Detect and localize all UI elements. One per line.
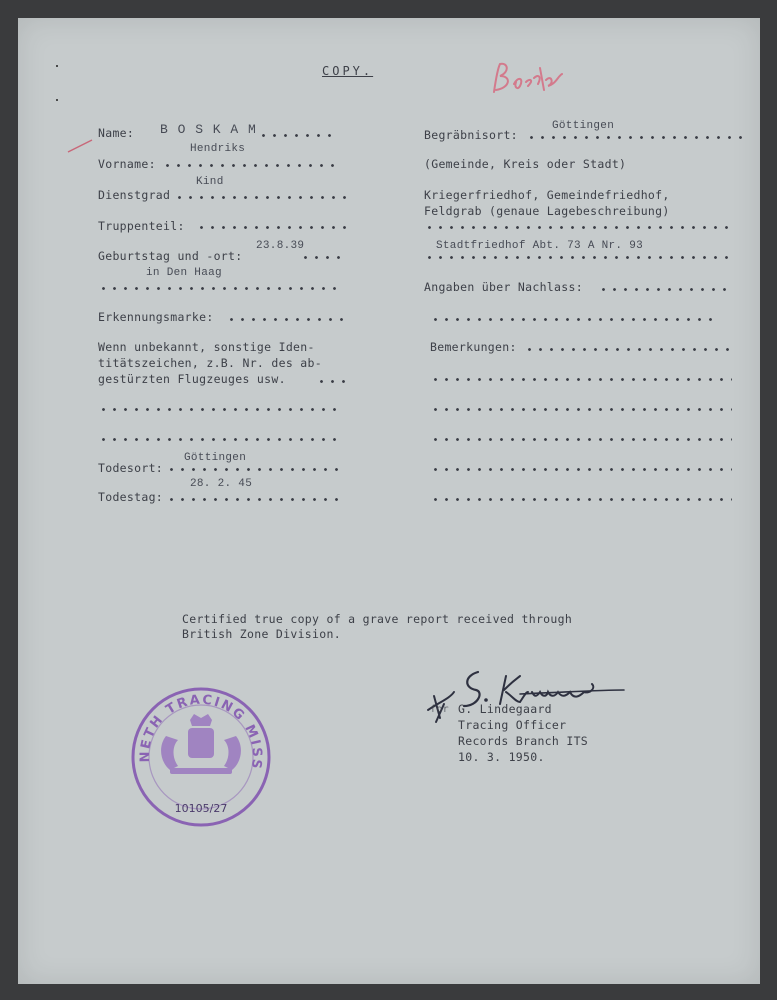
dotted-line [98, 408, 342, 411]
dotted-line [430, 408, 732, 411]
dotted-line [166, 468, 342, 471]
nachlass-label: Angaben über Nachlass: [424, 280, 583, 294]
dotted-line [424, 256, 732, 259]
wenn-line-3: gestürzten Flugzeuges usw. [98, 372, 286, 386]
erkennung-label: Erkennungsmarke: [98, 310, 214, 324]
pencil-annotation [488, 54, 568, 100]
todestag-value: 28. 2. 45 [190, 478, 253, 490]
dotted-line [424, 226, 732, 229]
todesort-value: Göttingen [184, 452, 247, 464]
tracing-mission-stamp [130, 686, 272, 828]
red-tick-mark [66, 136, 96, 160]
dienstgrad-value: Kind [196, 176, 224, 188]
dotted-line [524, 348, 732, 351]
dotted-line [430, 318, 720, 321]
friedhof-line-2: Feldgrab (genaue Lagebeschreibung) [424, 204, 670, 218]
dotted-line [300, 256, 344, 259]
dotted-line [196, 226, 350, 229]
vorname-label: Vorname: [98, 157, 156, 171]
svg-text:NETH TRACING MISSION: NETH TRACING MISS [137, 692, 265, 772]
gemeinde-note: (Gemeinde, Kreis oder Stadt) [424, 157, 627, 171]
geburt-date: 23.8.39 [256, 240, 305, 252]
dotted-line [430, 378, 732, 381]
todestag-label: Todestag: [98, 490, 164, 504]
signature-name: G. Lindegaard [458, 702, 552, 716]
dotted-line [316, 380, 346, 383]
dotted-line [526, 136, 742, 139]
name-value: B O S K A M [160, 122, 257, 137]
begraebnis-value: Göttingen [552, 120, 615, 132]
page-title: COPY. [322, 64, 374, 78]
dotted-line [430, 438, 732, 441]
dienstgrad-label: Dienstgrad [98, 188, 171, 202]
certified-line-2: British Zone Division. [182, 627, 341, 641]
geburt-label: Geburtstag und -ort: [98, 249, 243, 263]
wenn-line-1: Wenn unbekannt, sonstige Iden- [98, 340, 315, 354]
truppenteil-label: Truppenteil: [98, 219, 185, 233]
dotted-line [258, 134, 338, 137]
dotted-line [162, 164, 338, 167]
dotted-line [174, 196, 350, 199]
dotted-line [226, 318, 346, 321]
signature-title: Tracing Officer [458, 718, 567, 732]
friedhof-value: Stadtfriedhof Abt. 73 A Nr. 93 [436, 240, 644, 252]
dotted-line [430, 468, 732, 471]
geburt-place: in Den Haag [146, 267, 222, 279]
certified-line-1: Certified true copy of a grave report received through [182, 612, 573, 626]
signature-dept: Records Branch ITS [458, 734, 589, 748]
begraebnis-label: Begräbnisort: [424, 128, 518, 142]
dotted-line [166, 498, 342, 501]
stamp-number: 10105/27 [174, 802, 228, 815]
edge-mark [54, 62, 60, 102]
signature-prefix: for [430, 704, 449, 715]
todesort-label: Todesort: [98, 461, 164, 475]
name-label: Name: [98, 126, 135, 140]
dotted-line [98, 438, 342, 441]
wenn-line-2: titätszeichen, z.B. Nr. des ab- [98, 356, 322, 370]
signature-date: 10. 3. 1950. [458, 750, 545, 764]
friedhof-line-1: Kriegerfriedhof, Gemeindefriedhof, [424, 188, 670, 202]
dotted-line [98, 287, 340, 290]
dotted-line [598, 288, 732, 291]
bemerkungen-label: Bemerkungen: [430, 340, 517, 354]
vorname-value: Hendriks [190, 143, 246, 155]
dotted-line [430, 498, 732, 501]
